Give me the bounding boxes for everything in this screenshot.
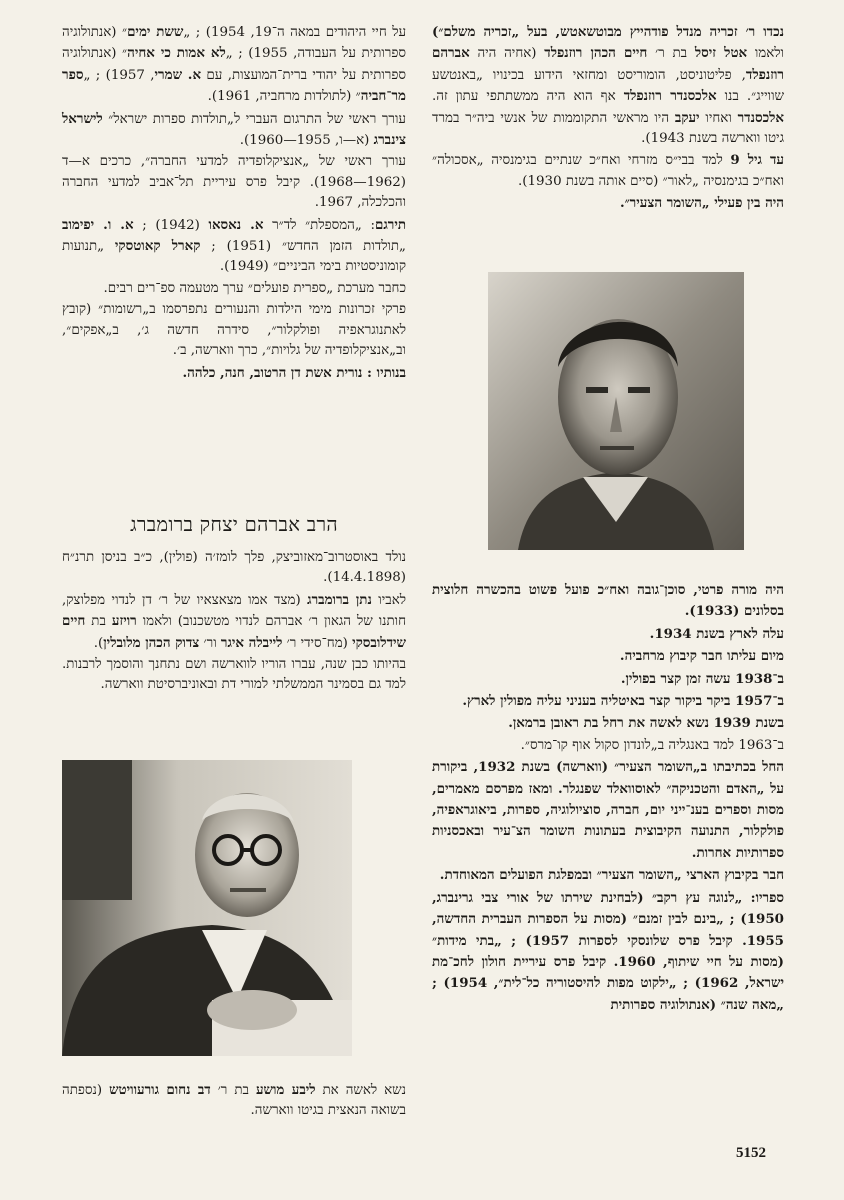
- left-column-lower-paragraph-3: בהיותו כבן שנה, עברו הוריו לווארשה ושם נתחנך והוסמך לרבנות. למד גם בסמינר הממשלתי למורי דת ובאוניברסיטת ווארשה.: [62, 657, 406, 693]
- section-heading: הרב אברהם יצחק ברומברג: [130, 513, 338, 536]
- left-column-lower-paragraph-2: לאביו נתן ברומברג (מצד אמו מצאצאיו של ר׳ דן לנדוי מפלוצק, חותנו של הגאון ר׳ אברהם לנדוי מטשכנוב) ולאמו רויזע בת חיים שידלובסקי (מח־סידי ר׳ לייבלה איגר ור׳ צדוק הכהן מלובלין).: [62, 591, 407, 651]
- right-column-lower-paragraph-3: מיום עליתו חבר קיבוץ מרחביה.: [619, 648, 784, 665]
- right-column-top-paragraph-1: נכדו ר׳ זכריה מנדל פודהייץ מבוטשאטש, בעל „זכריה משלם״) ולאמו אטל זיסל בת ר׳ חיים הכהן רוזנפלד (אחיה היה אברהם רוזנפלד, פליטוניסט, הומוריסט ומחזאי הידוע בכינויו „באנטשע שווייג״. בנו אלכסנדר רוזנפלד אף הוא היה ממשתתפי עתון זה. אלכסנדר ואחיו יעקב היו מראשי התקוממות של אנשי ביה״ר במרד גיטו ווארשה בשנת 1943).: [432, 24, 784, 147]
- left-column-top-paragraph-3: עורך ראשי של „אנציקלופדיה למדעי החברה״, כרכים א—ד (1962—1968). קיבל פרס עיריית תל־אביב למדעי החברה והכלכלה, 1967.: [62, 154, 406, 211]
- left-column-top-paragraph-5: כחבר מערכת „ספרית פועלים״ ערך מטעמה ספ־רים רבים.: [103, 280, 406, 296]
- right-column-top-paragraph-3: היה בין פעילי „השומר הצעיר״.: [619, 195, 784, 212]
- caption-paragraph-1: נשא לאשה את ליבע מושע בת ר׳ דב נחום גורעוויטש (נספתה בשואה הנאצית בגיטו ווארשה.: [62, 1082, 407, 1119]
- right-column-lower-paragraph-6: בשנת 1939 נשא לאשה את רחל בת ראובן ברמאן.: [508, 715, 784, 732]
- left-column-lower-paragraph-1: נולד באוסטרוב־מאזוביצק, פלך לומז׳ה (פולין), כ״ב בניסן תרנ״ח (14.4.1898).: [62, 550, 406, 586]
- portrait-photo-1: [488, 272, 744, 550]
- left-column-caption: [62, 1080, 406, 1123]
- right-column-lower-paragraph-10: ספריו: „לנוגה עץ רקב״ (לבחינת שירתו של אורי צבי גרינברג, 1950) ; „בינם לבין זמנם״ (מסות על הספרות העברית החדשה, 1955. קיבל פרס שלונסקי לספרות 1957) ; „בתי מידות״ (מסות על חיי שיתוף, 1960. קיבל פרס עיריית חולון לחכ־מת ישראל, 1962) ; „ילקוט מפות להיסטוריה כל־לית״, 1954) ; „מאה שנה״ (אנתולוגיה ספרותית: [432, 889, 785, 1013]
- left-column-top-paragraph-2: עורך ראשי של התרגום העברי ל„תולדות ספרות ישראל״ לישראל צינברג (א—ו, 1955—1960).: [62, 110, 406, 149]
- right-column-lower-paragraph-8: החל בכתיבתו ב„השומר הצעיר״ (ווארשה) בשנת 1932, ביקורת על „האדם והטכניקה״ לאוסוואלד שפנגלר. ומאז מפרסם מאמרים, מסות וספרים בענ־ייני יום, חברה, סוציולוגיה, ספרות, ביאוגראפיה, פולקלור, התנועה הקיבוצית בעתונות השומר הצ־עיר ובאכסניות ספרותיות אחרות.: [432, 759, 784, 861]
- left-column-top-paragraph-4: תירגם: „המספלת״ לד״ר א. נאסאו (1942) ; א. ו. יפימוב „תולדות הזמן החדש״ (1951) ; קארל קאוטסקי „תנועות קומוניסטיות בימי הביניים״ (1949).: [62, 216, 406, 275]
- right-column-lower-paragraph-5: ב־1957 ביקר ביקור קצר באיטליה בעניני עליה מפולין לארץ.: [462, 693, 784, 710]
- portrait-photo-1-image: [488, 272, 744, 550]
- right-column-lower-paragraph-7: ב־1963 למד באנגליה ב„לונדון סקול אוף קו־מרס״.: [520, 737, 784, 753]
- left-column-top-paragraph-6: פרקי זכרונות מימי הילדות והנעורים נתפרסמו ב„רשומות״ (קובץ לאתנוגראפיה ופולקלור״, סידרה חדשה ג׳, ב„אפקים״, וב„אנציקלופדיה של גלויות״, כרך ווארשה, ב׳.: [62, 302, 406, 359]
- right-column-lower: [432, 580, 784, 1017]
- right-column-lower-paragraph-9: חבר בקיבוץ הארצי „השומר הצעיר״ ובמפלגת הפועלים המאוחדת.: [439, 867, 784, 884]
- left-column-top-paragraph-1: על חיי היהודים במאה ה־19, 1954) ; „ששת ימים״ (אנתולוגיה ספרותית על העבודה, 1955) ; „לא אמות כי אחיה״ (אנתולוגיה ספרותית על יהודי ברית־המועצות, עם א. שמרי, 1957) ; „ספר מר־חביה״ (לתולדות מרחביה, 1961).: [62, 24, 407, 105]
- right-column-top-paragraph-2: עד גיל 9 למד בבי״ס מזרחי ואח״כ שנתיים בגימנסיה „אסכולה״ ואח״כ בגימנסיה „לאור״ (סיים אותה בשנת 1930).: [432, 152, 785, 189]
- portrait-photo-2: [62, 760, 352, 1056]
- right-column-lower-paragraph-2: עלה לארץ בשנת 1934.: [649, 625, 784, 642]
- right-column-top: [432, 22, 784, 216]
- right-column-lower-paragraph-1: היה מורה פרטי, סוכן־גובה ואח״כ פועל פשוט בהכשרה חלוצית בסלונים (1933).: [432, 582, 784, 620]
- left-column-top-paragraph-7: בנותיו : נורית אשת דן הרטוב, חנה, כלהה.: [182, 364, 406, 381]
- page-number: 5152: [736, 1145, 766, 1161]
- right-column-lower-paragraph-4: ב־1938 עשה זמן קצר בפולין.: [620, 670, 784, 687]
- left-column-top: [62, 22, 406, 385]
- left-column-lower: [62, 548, 406, 697]
- portrait-photo-2-image: [62, 760, 352, 1056]
